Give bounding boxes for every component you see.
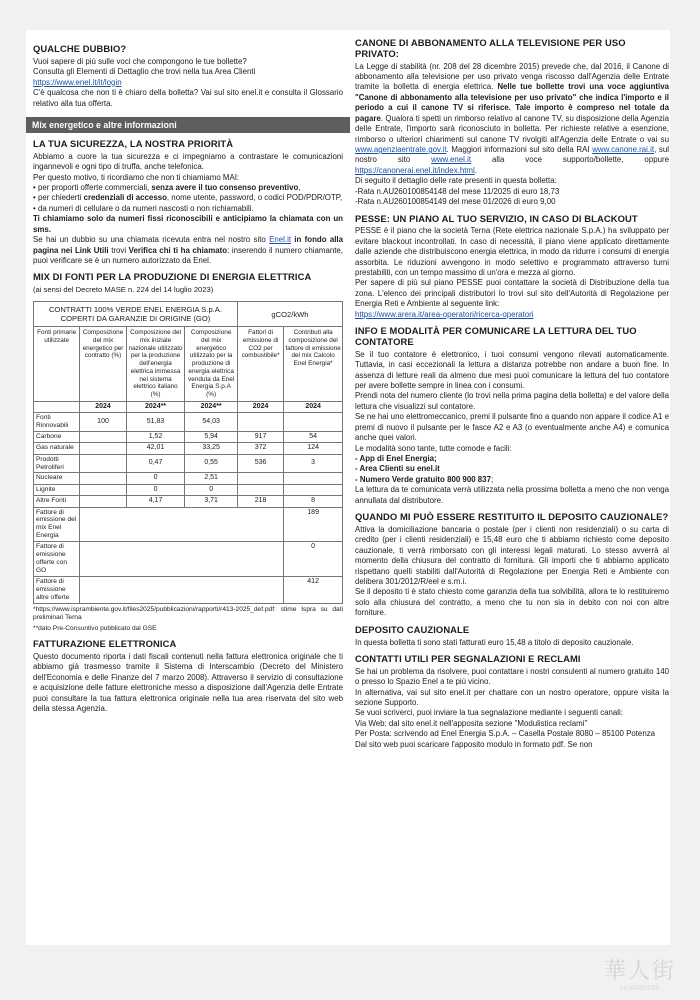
- cauzionale-title: DEPOSITO CAUZIONALE: [355, 623, 470, 635]
- mix-table: [33, 301, 343, 603]
- mix-col-1: Fonti primarie utilizzate: [34, 327, 80, 401]
- lettura-list-1: - App di Enel Energia;: [355, 453, 437, 463]
- watermark-logo: 華人街 HUARENJIE: [603, 958, 676, 992]
- mix-cell-c4: 0,55: [185, 454, 238, 473]
- mix-fattore-value: 189: [284, 507, 343, 542]
- canone-title: CANONE DI ABBONAMENTO ALLA TELEVISIONE PER USO PRIVATO:: [355, 37, 626, 59]
- canone-rata-2: -Rata n.AU260100854149 del mese 01/2026 di euro 9,00: [355, 197, 556, 207]
- mix-year: 2024**: [185, 401, 238, 412]
- mix-year: 2024: [237, 401, 283, 412]
- dubbio-title: QUALCHE DUBBIO?: [33, 43, 127, 54]
- mix-fattore-empty: [80, 507, 284, 542]
- mix-col-2: Composizione del mix energetico per contratto (%): [80, 327, 126, 401]
- fatturazione-text: Questo documento riporta i dati fiscali contenuti nella fattura elettronica originale che ti abbiamo già trasmesso tramite il Sistema di Interscambio (Decreto del Ministero dell'Economia e delle Finanze del 7 marzo 2008). Attraverso il servizio di consultazione e acquisizione delle fatture elettroniche messo a disposizione dall'Agenzia delle Entrate puoi consultare la tua fattura elettronica originale nella tua area riservata del sito web della stessa Agenzia.: [33, 652, 343, 714]
- sicurezza-text-4: Se hai un dubbio su una chiamata ricevuta entra nel nostro sito Enel.it in fondo alla pagina nei Link Utili trovi Verifica chi ti ha chiamato: inserendo il numero chiamante, puoi verificare se è un numero autorizzato da Enel.: [33, 235, 344, 265]
- mix-cell-c3: 4,17: [126, 496, 185, 507]
- pesse-text-2: Per sapere di più sul piano PESSE puoi contattare la società di Distribuzione della tua zona. L'elenco dei principali distributori lo trovi sul sito dell'Autorità di Regolazione per Energia Reti e Ambiente al seguente link:: [355, 278, 669, 309]
- mix-cell-c3: 51,83: [126, 413, 185, 432]
- fatturazione-title: FATTURAZIONE ELETTRONICA: [33, 638, 177, 650]
- mix-cell-label: Altre Fonti: [34, 496, 80, 507]
- contatti-title: CONTATTI UTILI PER SEGNALAZIONI E RECLAMI: [355, 652, 581, 664]
- dubbio-text-2: Consulta gli Elementi di Dettaglio che trovi nella tua Area Clienti: [33, 67, 256, 77]
- mix-fattore-row: [34, 507, 343, 542]
- mix-cell-c5: 917: [237, 431, 283, 442]
- dubbio-text-1: Vuoi sapere di più sulle voci che compongono le tue bollette?: [33, 56, 247, 66]
- deposito-text-2: Se il deposito ti è stato chiesto come garanzia della tua solvibilità, allora te lo restituiremo solo alla chiusura del contratto, a meno che tu non sia in debito con noi con altre forniture.: [355, 587, 669, 618]
- pesse-text-1: PESSE è il piano che la società Terna (Rete elettrica nazionale S.p.A.) ha sviluppato per evitare blackout incontrollati. In caso di necessità, il piano viene applicato direttamente dalle aziende che distribuiscono energia elettrica, in modo da ridurre i consumi di energia assorbita. Le riduzioni avvengono in modo selettivo e programmato attraverso turni prestabiliti, con un tempo massimo di un'ora e mezza al giorno.: [355, 226, 669, 278]
- mix-cell-c6: 124: [284, 443, 343, 454]
- mix-cell-c4: 33,25: [185, 443, 238, 454]
- lettura-title: INFO E MODALITÀ PER COMUNICARE LA LETTURA DEL TUO CONTATORE: [355, 325, 637, 347]
- contatti-text-5: Per Posta: scrivendo ad Enel Energia S.p.A. – Casella Postale 8080 – 85100 Potenza: [355, 729, 656, 739]
- mix-cell-c6: [284, 473, 343, 484]
- lettura-text-3: Se ne hai uno elettromeccanico, premi il pulsante fino a quando non appare il codice A1 e premi di nuovo il pulsante per le fasce A2 e A3 (o eventualmente anche A4) e comunica anche quei valori.: [355, 412, 669, 443]
- mix-year: 2024: [80, 401, 126, 412]
- mix-col-3: Composizione del mix iniziale nazionale utilizzato per la produzione dell'energia elettrica immessa nel sistema elettrico italiano (%): [126, 327, 185, 401]
- lettura-text-5: La lettura da te comunicata verrà utilizzata nella prossima bolletta a meno che non venga annullata dal distributore.: [355, 485, 669, 505]
- contatti-text-2: In alternativa, vai sul sito enel.it per chattare con un nostro operatore, oppure visita la sezione Supporto.: [355, 687, 669, 708]
- arera-link[interactable]: https://www.arera.it/area-operatori/ricerca-operatori: [355, 309, 534, 319]
- mix-cell-c4: 5,94: [185, 431, 238, 442]
- mix-cell-c2: [80, 496, 126, 507]
- login-link[interactable]: https://www.enel.it/it/login: [33, 77, 122, 87]
- enel-site-link[interactable]: www.enel.it: [431, 155, 472, 165]
- mix-row: [34, 496, 343, 507]
- mix-row: [34, 484, 343, 495]
- mix-cell-c2: [80, 454, 126, 473]
- mix-cell-c5: [237, 473, 283, 484]
- mix-cell-c4: 54,03: [185, 413, 238, 432]
- sicurezza-text-3: Ti chiamiamo solo da numeri fissi riconoscibili e anticipiamo la chiamata con un sms.: [33, 214, 343, 234]
- mix-row: [34, 413, 343, 432]
- mix-year: 2024: [284, 401, 343, 412]
- mix-cell-label: Lignite: [34, 484, 80, 495]
- mix-header-left: CONTRATTI 100% VERDE ENEL ENERGIA S.p.A. COPERTI DA GARANZIE DI ORIGINE (GO): [34, 302, 238, 327]
- mix-row: [34, 443, 343, 454]
- mix-cell-c2: [80, 431, 126, 442]
- mix-fattore-label: Fattore di emissione altre offerte: [34, 576, 80, 603]
- mix-cell-c2: 100: [80, 413, 126, 432]
- mix-row: [34, 473, 343, 484]
- canone-rai-link[interactable]: www.canone.rai.it: [592, 145, 655, 154]
- mix-fattore-label: Fattore di emissione del mix Enel Energia: [34, 507, 80, 542]
- canonerai-enel-link[interactable]: https://canonerai.enel.it/index.html: [355, 165, 475, 175]
- mix-cell-c3: 42,01: [126, 443, 185, 454]
- mix-row: [34, 431, 343, 442]
- enel-link[interactable]: Enel.it: [269, 235, 292, 245]
- mix-cell-c4: 2,51: [185, 473, 238, 484]
- mix-footnote-2: **dato Pre-Consuntivo pubblicato dal GSE: [33, 624, 157, 632]
- lettura-list-3: - Numero Verde gratuito 800 900 837;: [355, 474, 494, 484]
- mix-footnote-1: *https://www.isprambiente.gov.it/files2025/pubblicazioni/rapporti/r413-2025_def.pdf: stime Ispra su dati preliminari Terna: [33, 605, 343, 622]
- mix-col-6: Contributi alla composizione del fattore di emissione del mix Calcolo Enel Energia*: [284, 327, 343, 401]
- mix-row: [34, 454, 343, 473]
- mix-cell-c2: [80, 473, 126, 484]
- sicurezza-bullet-1: • per proporti offerte commerciali, senza avere il tuo consenso preventivo,: [33, 183, 301, 192]
- mix-title: MIX DI FONTI PER LA PRODUZIONE DI ENERGIA ELETTRICA: [33, 271, 312, 283]
- cauzionale-text: In questa bolletta ti sono stati fatturati euro 15,48 a titolo di deposito cauzionale.: [355, 637, 634, 647]
- sicurezza-text-1: Abbiamo a cuore la tua sicurezza e ci impegniamo a contrastare le comunicazioni ingannevoli e ogni tipo di truffa, anche telefonica.: [33, 151, 343, 172]
- lettura-list-2: - Area Clienti su enel.it: [355, 464, 440, 474]
- deposito-text-1: Attiva la domiciliazione bancaria o postale (per i clienti non residenziali) o su carta di credito (per i clienti residenziali) e 15,48 euro che ti abbiamo richiesto come deposito cauzionale, ti verrà rimborsato con gli interessi legali maturati. Lo stesso avverrà al momento della chiusura del contratto di fornitura. Gli importi che ti abbiamo applicato rispettano quelli stabiliti dall'Autorità di Regolazione per Energia Reti e Ambiente con delibera 301/2012/R/eel e s.m.i.: [355, 524, 669, 587]
- mix-cell-c4: 3,71: [185, 496, 238, 507]
- mix-fattore-value: 412: [284, 576, 343, 603]
- canone-text-1: La Legge di stabilità (nr. 208 del 28 dicembre 2015) prevede che, dal 2016, il Canone di abbonamento alla televisione per uso privato venga riscosso dall'Agenzia delle Entrate tramite la bolletta di energia elettrica. Nelle tue bollette trovi una voce aggiuntiva "Canone di abbonamento alla televisione per uso privato" che indica l'importo e il periodo a cui il canone TV si riferisce. Tale importo è compreso nel totale da pagare. Qualora ti spetti un rimborso relativo al canone TV, su disposizione della Agenzia delle Entrate, l'importo sarà riconosciuto in bolletta. Per richieste relative a esenzione, rimborso o ulteriori chiarimenti sul canone TV rivolgiti all'Agenzia delle Entrate o vai su www.agenziaentrate.gov.it. Maggiori informazioni sul sito della RAI www.canone.rai.it, sul nostro sito www.enel.it alla voce supporto/bollette, oppure https://canonerai.enel.it/index.html.: [355, 61, 669, 175]
- mix-fattore-row: [34, 542, 343, 577]
- mix-cell-c4: 0: [185, 484, 238, 495]
- mix-cell-c5: [237, 484, 283, 495]
- left-column: [33, 38, 343, 715]
- mix-cell-c3: 0: [126, 484, 185, 495]
- lettura-text-1: Se il tuo contatore è elettronico, i tuoi consumi vengono rilevati automaticamente. Tuttavia, in casi eccezionali la lettura a distanza potrebbe non andare a buon fine. In assenza di letture reali da almeno due mesi puoi comunicare la lettura del tuo contatore per avere bollette sempre in linea con i consumi.: [355, 349, 669, 391]
- mix-cell-c6: [284, 413, 343, 432]
- sicurezza-bullet-3: • da numeri di cellulare o da numeri nascosti o non richiamabili.: [33, 203, 254, 213]
- mix-cell-label: Fonti Rinnovabili: [34, 413, 80, 432]
- mix-col-5: Fattori di emissione di CO2 per combustibile*: [237, 327, 283, 401]
- deposito-title: QUANDO MI PUÒ ESSERE RESTITUITO IL DEPOSITO CAUZIONALE?: [355, 511, 669, 523]
- section-band: Mix energetico e altre informazioni: [26, 117, 350, 133]
- lettura-text-2: Prendi nota del numero cliente (lo trovi nella prima pagina della bolletta) e del valore della lettura che visualizzi sul contatore.: [355, 391, 669, 411]
- mix-cell-c3: 0: [126, 473, 185, 484]
- sicurezza-text-2: Per questo motivo, ti ricordiamo che non ti chiamiamo MAI:: [33, 172, 240, 182]
- mix-cell-c5: 218: [237, 496, 283, 507]
- mix-year-empty: [34, 401, 80, 412]
- mix-cell-c2: [80, 484, 126, 495]
- mix-cell-c6: [284, 484, 343, 495]
- mix-cell-c5: 372: [237, 443, 283, 454]
- mix-cell-c6: 8: [284, 496, 343, 507]
- dubbio-text-3: C'è qualcosa che non ti è chiaro della bolletta? Vai sul sito enel.it e consulta il Glossario relativo alla tua offerta.: [33, 88, 343, 108]
- mix-cell-c6: 54: [284, 431, 343, 442]
- mix-fattore-empty: [80, 542, 284, 577]
- mix-cell-c5: 536: [237, 454, 283, 473]
- mix-col-4: Composizione del mix energetico utilizzato per la produzione di energia elettrica venduta da Enel Energia S.p.A (%): [185, 327, 238, 401]
- contatti-text-3: Se vuoi scriverci, puoi inviare la tua segnalazione mediante i seguenti canali:: [355, 708, 623, 718]
- mix-cell-label: Nucleare: [34, 473, 80, 484]
- mix-cell-label: Carbone: [34, 431, 80, 442]
- contatti-text-4: Via Web: dal sito enel.it nell'apposita sezione "Modulistica reclami": [355, 718, 588, 728]
- sicurezza-bullet-2: • per chiederti credenziali di accesso, nome utente, password, o codici POD/PDR/OTP,: [33, 193, 343, 203]
- mix-cell-c6: 3: [284, 454, 343, 473]
- sicurezza-title: LA TUA SICUREZZA, LA NOSTRA PRIORITÀ: [33, 137, 234, 149]
- mix-cell-c3: 0,47: [126, 454, 185, 473]
- mix-cell-label: Prodotti Petroliferi: [34, 454, 80, 473]
- pesse-title: PESSE: UN PIANO AL TUO SERVIZIO, IN CASO DI BLACKOUT: [355, 212, 638, 224]
- mix-fattore-empty: [80, 576, 284, 603]
- canone-rata-1: -Rata n.AU260100854148 del mese 11/2025 di euro 18,73: [355, 186, 560, 196]
- mix-fattore-label: Fattore di emissione offerte con GO: [34, 542, 80, 577]
- mix-fattore-row: [34, 576, 343, 603]
- mix-cell-c3: 1,52: [126, 431, 185, 442]
- lettura-text-4: Le modalità sono tante, tutte comode e facili:: [355, 443, 512, 453]
- mix-cell-c2: [80, 443, 126, 454]
- mix-year: 2024**: [126, 401, 185, 412]
- right-column: [355, 38, 669, 750]
- agenzia-entrate-link[interactable]: www.agenziaentrate.gov.it: [355, 145, 447, 154]
- mix-fattore-value: 0: [284, 542, 343, 577]
- contatti-text-1: Se hai un problema da risolvere, puoi contattare i nostri consulenti al numero gratuito 140 o presso lo Spazio Enel a te più vicino.: [355, 666, 669, 687]
- contatti-text-6: Dal sito web puoi scaricare l'apposito modulo in formato pdf. Se non: [355, 739, 593, 749]
- mix-subtitle: (ai sensi del Decreto MASE n. 224 del 14 luglio 2023): [33, 285, 214, 295]
- canone-text-2: Di seguito il dettaglio delle rate presenti in questa bolletta:: [355, 176, 557, 186]
- mix-header-right: gCO2/kWh: [237, 302, 342, 327]
- mix-cell-label: Gas naturale: [34, 443, 80, 454]
- mix-cell-c5: [237, 413, 283, 432]
